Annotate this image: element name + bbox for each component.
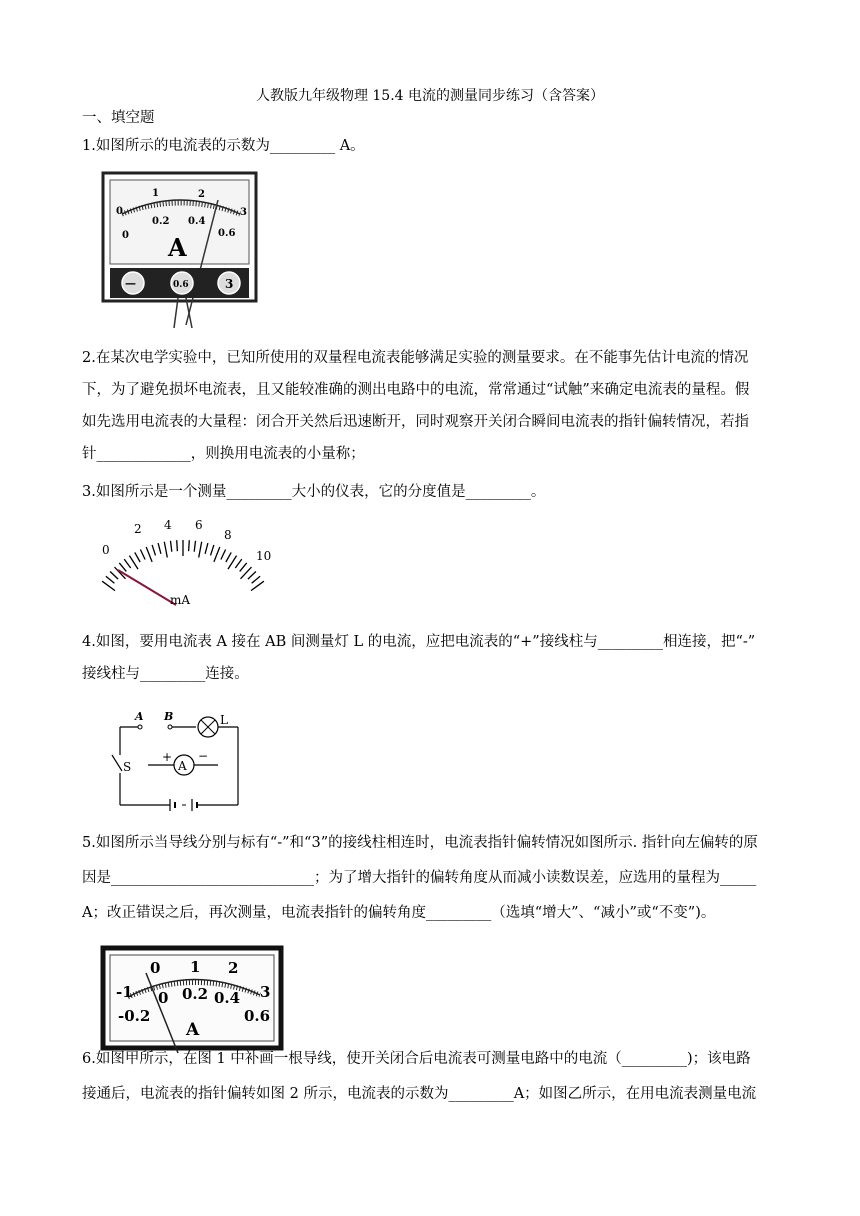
- scale-tick: [205, 543, 208, 554]
- scale-tick: [194, 541, 195, 552]
- question-6-line-2: 接通后，电流表的指针偏转如图 2 所示，电流表的示数为_________A；如图乙所示，在用电流表测量电流: [82, 1086, 757, 1102]
- scale-tick: [248, 572, 256, 580]
- tick-label: 6: [195, 518, 203, 532]
- plus-sign: +: [162, 750, 173, 764]
- scale-label: 0: [122, 230, 129, 241]
- scale-tick: [252, 576, 261, 583]
- scale-tick: [124, 559, 131, 568]
- scale-label: 0.6: [218, 228, 236, 239]
- scale-label: 2: [228, 959, 239, 977]
- milliammeter-figure: [98, 510, 288, 614]
- scale-tick: [164, 542, 167, 558]
- scale-label: 2: [198, 189, 205, 200]
- scale-tick: [158, 543, 161, 554]
- scale-label: 0.2: [152, 216, 170, 227]
- unit-label: mA: [170, 593, 191, 607]
- question-4-line-2: 接线柱与_________连接。: [82, 666, 249, 682]
- circuit-diagram: [100, 705, 250, 819]
- scale-label: -0.2: [118, 1007, 151, 1025]
- scale-label: 1: [152, 188, 159, 199]
- scale-tick: [177, 540, 178, 551]
- scale-label: 0.4: [214, 989, 241, 1007]
- question-2-line-1: 2.在某次电学实验中，已知所使用的双量程电流表能够满足实验的测量要求。在不能事先估计电流的情况: [82, 350, 749, 366]
- tick-label: 2: [134, 522, 142, 536]
- scale-tick: [135, 552, 140, 562]
- document-title: 人教版九年级物理 15.4 电流的测量同步练习（含答案）: [255, 88, 605, 104]
- node-a-label: A: [135, 710, 144, 723]
- scale-tick: [189, 540, 190, 551]
- terminal-label: —: [125, 277, 136, 290]
- meter-label: A: [178, 759, 187, 773]
- scale-tick: [240, 563, 247, 572]
- question-2-line-2: 下，为了避免损坏电流表，且又能较准确的测出电路中的电流，常常通过“试触”来确定电流表的量程。假: [82, 382, 750, 398]
- node-b-label: B: [164, 710, 174, 723]
- switch-label: S: [123, 760, 132, 774]
- scale-tick: [235, 559, 242, 568]
- scale-tick: [140, 550, 145, 560]
- question-5-line-1: 5.如图所示当导线分别与标有“-”和“3”的接线柱相连时，电流表指针偏转情况如图所示. 指针向左偏转的原: [82, 835, 758, 851]
- scale-tick: [214, 547, 220, 562]
- scale-tick: [199, 542, 202, 558]
- scale-label: 3: [260, 983, 271, 1001]
- question-5-line-2: 因是____________________________；为了增大指针的偏转角度从而减小读数误差，应选用的量程为_____: [82, 870, 757, 886]
- scale-label: -1: [116, 983, 133, 1001]
- scale-tick: [221, 550, 226, 560]
- terminal-label: 3: [225, 277, 234, 291]
- scale-tick: [152, 545, 155, 556]
- question-1: 1.如图所示的电流表的示数为_________ A。: [82, 138, 365, 154]
- scale-tick: [226, 552, 231, 562]
- scale-label: 0.6: [244, 1007, 271, 1025]
- tick-label: 8: [224, 528, 232, 542]
- unit-label: A: [168, 233, 187, 262]
- scale-label: 1: [190, 958, 201, 976]
- scale-tick: [119, 563, 126, 572]
- question-5-line-3: A；改正错误之后，再次测量，电流表指针的偏转角度_________（选填“增大”、“减小”或“不变”)。: [82, 905, 716, 921]
- scale-label: 0: [150, 959, 161, 977]
- scale-tick: [106, 576, 115, 583]
- scale-tick: [146, 547, 152, 562]
- lamp-label: L: [220, 713, 228, 727]
- ammeter-figure-1: [100, 170, 260, 334]
- scale-label: 0: [158, 989, 169, 1007]
- terminal-label: 0.6: [173, 280, 189, 290]
- question-3: 3.如图所示是一个测量_________大小的仪表，它的分度值是_________。: [82, 484, 546, 500]
- scale-label: 0: [116, 206, 123, 217]
- scale-tick: [171, 541, 172, 552]
- question-2-line-3: 如先选用电流表的大量程：闭合开关然后迅速断开，同时观察开关闭合瞬间电流表的指针偏转情况，若指: [82, 414, 749, 430]
- question-4-line-1: 4.如图，要用电流表 A 接在 AB 间测量灯 L 的电流，应把电流表的“+”接线柱与_________相连接，把“-”: [82, 634, 756, 650]
- scale-label: 3: [240, 207, 247, 218]
- scale-label: 0.4: [188, 216, 206, 227]
- tick-label: 10: [256, 549, 272, 563]
- tick-label: 4: [164, 518, 172, 532]
- minus-sign: −: [198, 749, 209, 763]
- scale-tick: [110, 572, 118, 580]
- scale-ticks: [102, 540, 264, 591]
- question-6-line-1: 6.如图甲所示，在图 1 中补画一根导线，使开关闭合后电流表可测量电路中的电流（_________)；该电路: [82, 1051, 751, 1067]
- tick-label: 0: [102, 543, 110, 557]
- scale-label: 0.2: [182, 985, 209, 1003]
- ammeter-figure-2: [100, 945, 285, 1059]
- scale-tick: [211, 545, 214, 556]
- question-2-line-4: 针_____________，则换用电流表的小量称；: [82, 446, 365, 462]
- section-heading: 一、填空题: [82, 110, 155, 126]
- unit-label: A: [186, 1020, 200, 1040]
